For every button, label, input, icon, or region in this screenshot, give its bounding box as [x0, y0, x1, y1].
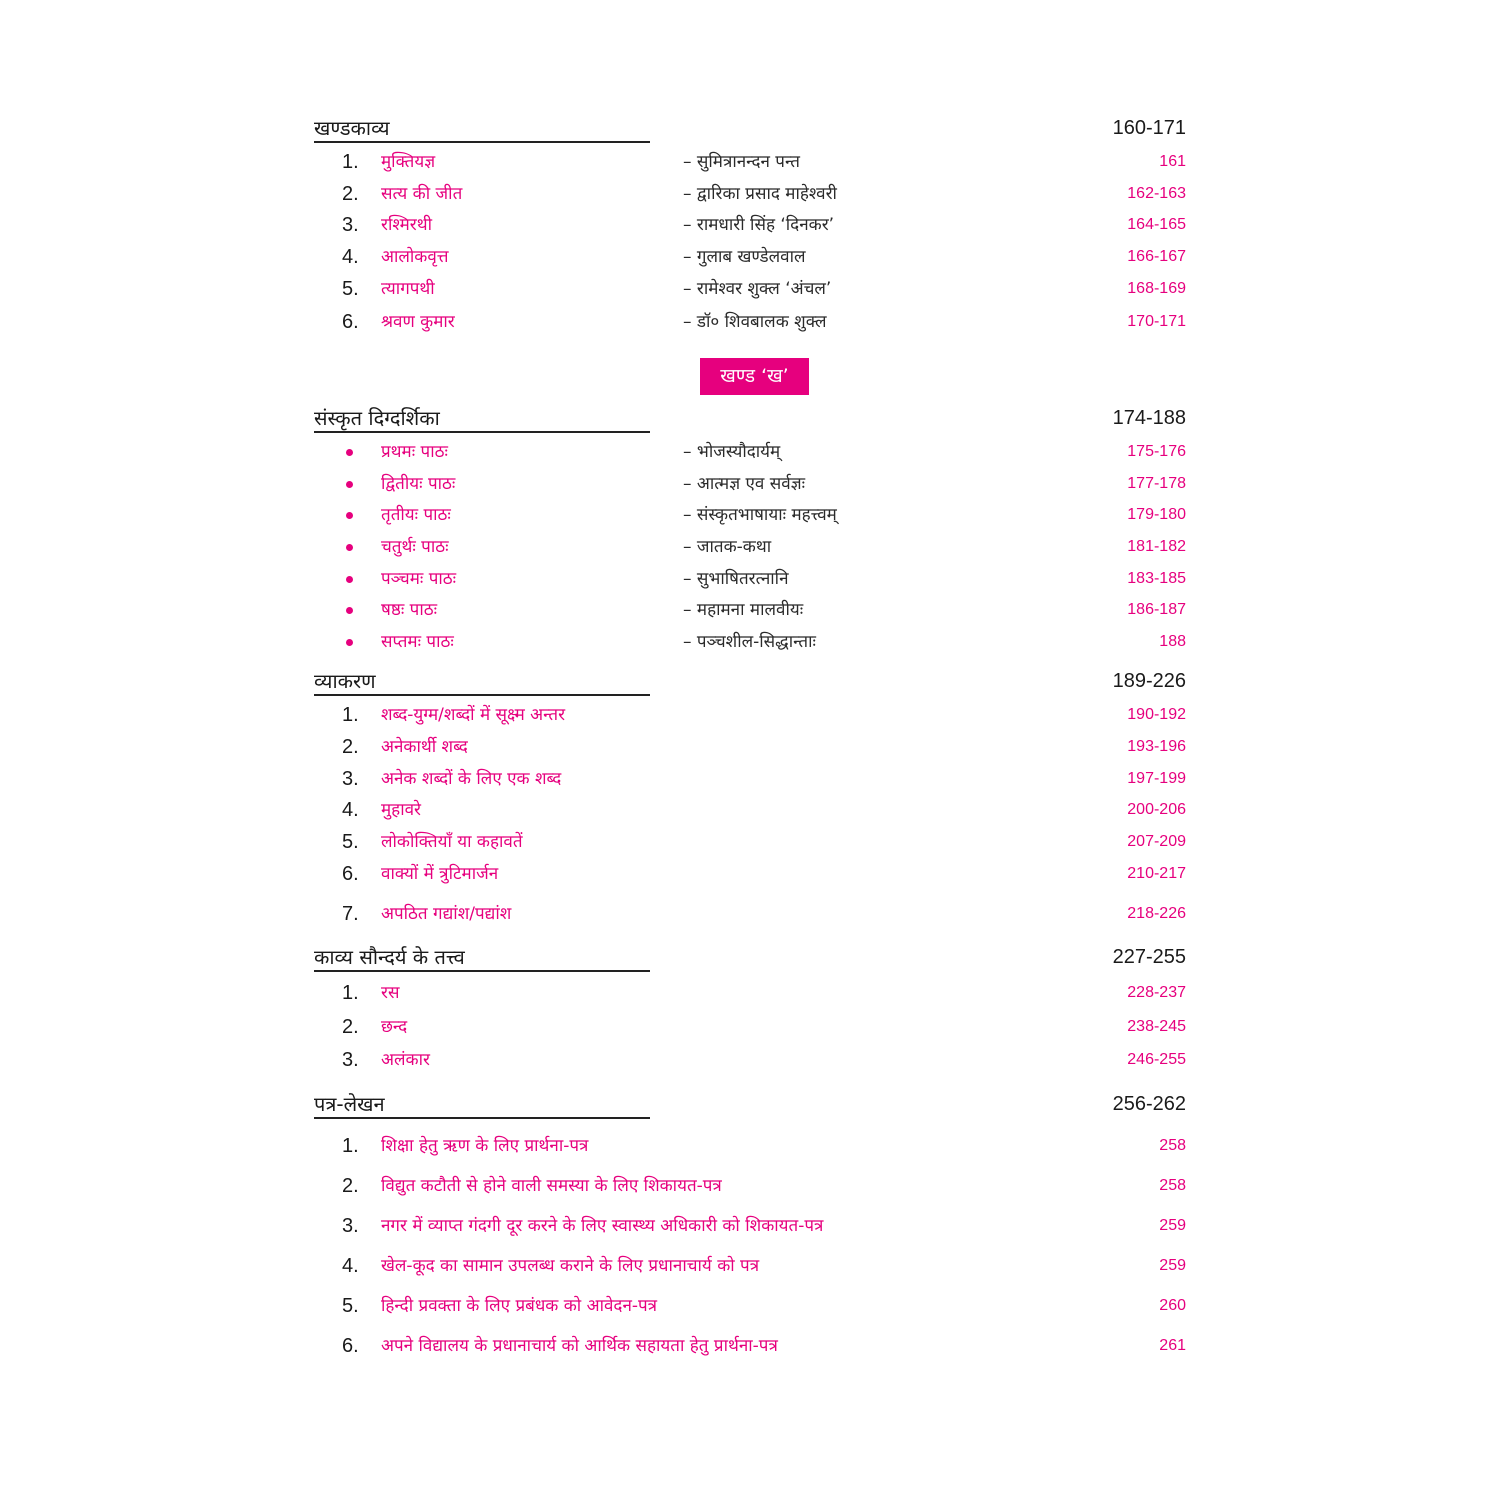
entry-pages: 260 — [1159, 1297, 1186, 1314]
entry-title: अलंकार — [381, 1050, 430, 1070]
entry-title: अपने विद्यालय के प्रधानाचार्य को आर्थिक सहायता हेतु प्रार्थना-पत्र — [381, 1336, 778, 1356]
entry-number: 2. — [342, 1016, 359, 1038]
entry-author: – संस्कृतभाषायाः महत्त्वम् — [683, 505, 837, 525]
entry-title: विद्युत कटौती से होने वाली समस्या के लिए शिकायत-पत्र — [381, 1176, 722, 1196]
entry-number: 5. — [342, 831, 359, 853]
entry-title: तृतीयः पाठः — [381, 505, 451, 525]
entry-number: 5. — [342, 278, 359, 300]
entry-pages: 259 — [1159, 1217, 1186, 1234]
toc-entry[interactable] — [342, 565, 1186, 593]
entry-title: प्रथमः पाठः — [381, 442, 448, 462]
entry-author: – महामना मालवीयः — [683, 600, 804, 620]
section-underline — [314, 970, 650, 972]
section-title: व्याकरण — [314, 669, 376, 693]
toc-entry[interactable] — [342, 1013, 1186, 1041]
entry-number: 4. — [342, 1255, 359, 1277]
entry-title: मुक्तियज्ञ — [381, 152, 436, 172]
entry-pages: 162-163 — [1127, 185, 1186, 202]
entry-title: अपठित गद्यांश/पद्यांश — [381, 904, 512, 924]
entry-title: खेल-कूद का सामान उपलब्ध कराने के लिए प्रधानाचार्य को पत्र — [381, 1256, 760, 1276]
bullet-icon — [346, 449, 353, 456]
entry-author: – भोजस्यौदार्यम् — [683, 442, 781, 462]
toc-entry[interactable] — [342, 1212, 1186, 1240]
entry-pages: 188 — [1159, 633, 1186, 650]
entry-title: हिन्दी प्रवक्ता के लिए प्रबंधक को आवेदन-पत्र — [381, 1296, 658, 1316]
entry-author: – आत्मज्ञ एव सर्वज्ञः — [683, 474, 806, 494]
entry-pages: 238-245 — [1127, 1018, 1186, 1035]
entry-title: मुहावरे — [381, 800, 422, 820]
entry-pages: 261 — [1159, 1337, 1186, 1354]
toc-entry[interactable] — [342, 628, 1186, 656]
entry-number: 3. — [342, 768, 359, 790]
entry-title: आलोकवृत्त — [381, 247, 449, 267]
toc-entry[interactable] — [342, 765, 1186, 793]
section-page-range: 227-255 — [1112, 946, 1186, 968]
entry-title: सप्तमः पाठः — [381, 632, 454, 652]
entry-pages: 164-165 — [1127, 216, 1186, 233]
toc-entry[interactable] — [342, 275, 1186, 303]
toc-entry[interactable] — [342, 796, 1186, 824]
entry-pages: 246-255 — [1127, 1051, 1186, 1068]
entry-pages: 228-237 — [1127, 984, 1186, 1001]
toc-entry[interactable] — [342, 1292, 1186, 1320]
entry-title: पञ्चमः पाठः — [381, 569, 457, 589]
section-underline — [314, 141, 650, 143]
entry-pages: 258 — [1159, 1137, 1186, 1154]
entry-number: 1. — [342, 982, 359, 1004]
section-title: संस्कृत दिग्दर्शिका — [314, 406, 440, 430]
entry-title: लोकोक्तियाँ या कहावतें — [381, 832, 523, 852]
entry-author: – सुमित्रानन्दन पन्त — [683, 152, 800, 172]
entry-pages: 168-169 — [1127, 280, 1186, 297]
entry-pages: 183-185 — [1127, 570, 1186, 587]
entry-number: 3. — [342, 214, 359, 236]
entry-number: 2. — [342, 183, 359, 205]
bullet-icon — [346, 607, 353, 614]
bullet-icon — [346, 544, 353, 551]
entry-pages: 170-171 — [1127, 313, 1186, 330]
entry-pages: 179-180 — [1127, 506, 1186, 523]
entry-pages: 200-206 — [1127, 801, 1186, 818]
toc-entry[interactable] — [342, 1046, 1186, 1074]
entry-pages: 190-192 — [1127, 706, 1186, 723]
entry-pages: 207-209 — [1127, 833, 1186, 850]
entry-title: द्वितीयः पाठः — [381, 474, 456, 494]
section-heading — [314, 1090, 1186, 1120]
entry-title: षष्ठः पाठः — [381, 600, 438, 620]
toc-entry[interactable] — [342, 828, 1186, 856]
entry-number: 6. — [342, 1335, 359, 1357]
entry-number: 3. — [342, 1215, 359, 1237]
entry-number: 4. — [342, 246, 359, 268]
section-page-range: 160-171 — [1112, 117, 1186, 139]
entry-pages: 166-167 — [1127, 248, 1186, 265]
entry-pages: 259 — [1159, 1257, 1186, 1274]
entry-number: 5. — [342, 1295, 359, 1317]
toc-entry[interactable] — [342, 1252, 1186, 1280]
toc-entry[interactable] — [342, 979, 1186, 1007]
entry-pages: 197-199 — [1127, 770, 1186, 787]
toc-entry[interactable] — [342, 470, 1186, 498]
section-title: काव्य सौन्दर्य के तत्त्व — [314, 945, 465, 969]
entry-title: नगर में व्याप्त गंदगी दूर करने के लिए स्वास्थ्य अधिकारी को शिकायत-पत्र — [381, 1216, 824, 1236]
toc-entry[interactable] — [342, 308, 1186, 336]
entry-title: वाक्यों में त्रुटिमार्जन — [381, 864, 499, 884]
section-underline — [314, 1117, 650, 1119]
entry-pages: 218-226 — [1127, 905, 1186, 922]
toc-entry[interactable] — [342, 180, 1186, 208]
entry-number: 7. — [342, 903, 359, 925]
toc-entry[interactable] — [342, 148, 1186, 176]
bullet-icon — [346, 512, 353, 519]
entry-title: शिक्षा हेतु ऋण के लिए प्रार्थना-पत्र — [381, 1136, 589, 1156]
entry-pages: 181-182 — [1127, 538, 1186, 555]
section-title: खण्डकाव्य — [314, 116, 390, 140]
entry-number: 4. — [342, 799, 359, 821]
entry-title: छन्द — [381, 1017, 408, 1037]
toc-entry[interactable] — [342, 733, 1186, 761]
toc-entry[interactable] — [342, 438, 1186, 466]
entry-pages: 175-176 — [1127, 443, 1186, 460]
entry-title: चतुर्थः पाठः — [381, 537, 449, 557]
part-badge: खण्ड ‘ख’ — [700, 358, 809, 395]
entry-pages: 161 — [1159, 153, 1186, 170]
entry-author: – जातक-कथा — [683, 537, 772, 557]
entry-author: – रामेश्वर शुक्ल ‘अंचल’ — [683, 279, 832, 299]
toc-entry[interactable] — [342, 1332, 1186, 1360]
entry-number: 1. — [342, 1135, 359, 1157]
section-underline — [314, 694, 650, 696]
toc-entry[interactable] — [342, 501, 1186, 529]
entry-number: 2. — [342, 1175, 359, 1197]
entry-author: – पञ्चशील-सिद्धान्ताः — [683, 632, 816, 652]
entry-number: 2. — [342, 736, 359, 758]
entry-pages: 177-178 — [1127, 475, 1186, 492]
entry-author: – सुभाषितरत्नानि — [683, 569, 789, 589]
entry-title: अनेक शब्दों के लिए एक शब्द — [381, 769, 562, 789]
entry-title: रश्मिरथी — [381, 215, 432, 235]
entry-author: – रामधारी सिंह ‘दिनकर’ — [683, 215, 835, 235]
toc-entry[interactable] — [342, 1172, 1186, 1200]
section-title: पत्र-लेखन — [314, 1092, 385, 1116]
section-underline — [314, 431, 650, 433]
toc-entry[interactable] — [342, 211, 1186, 239]
entry-number: 1. — [342, 151, 359, 173]
section-heading — [314, 943, 1186, 973]
toc-entry[interactable] — [342, 860, 1186, 888]
entry-pages: 210-217 — [1127, 865, 1186, 882]
section-heading — [314, 404, 1186, 434]
entry-number: 6. — [342, 311, 359, 333]
entry-title: सत्य की जीत — [381, 184, 463, 204]
toc-entry[interactable] — [342, 533, 1186, 561]
entry-title: अनेकार्थी शब्द — [381, 737, 468, 757]
section-heading — [314, 114, 1186, 144]
toc-entry[interactable] — [342, 1132, 1186, 1160]
section-page-range: 256-262 — [1112, 1093, 1186, 1115]
entry-title: त्यागपथी — [381, 279, 435, 299]
section-heading — [314, 667, 1186, 697]
toc-entry[interactable] — [342, 900, 1186, 928]
entry-pages: 258 — [1159, 1177, 1186, 1194]
entry-author: – डॉ० शिवबालक शुक्ल — [683, 312, 827, 332]
entry-pages: 193-196 — [1127, 738, 1186, 755]
entry-number: 1. — [342, 704, 359, 726]
entry-title: रस — [381, 983, 400, 1003]
entry-author: – द्वारिका प्रसाद माहेश्वरी — [683, 184, 837, 204]
toc-entry[interactable] — [342, 596, 1186, 624]
entry-pages: 186-187 — [1127, 601, 1186, 618]
bullet-icon — [346, 639, 353, 646]
toc-entry[interactable] — [342, 243, 1186, 271]
toc-entry[interactable] — [342, 701, 1186, 729]
entry-number: 3. — [342, 1049, 359, 1071]
section-page-range: 189-226 — [1112, 670, 1186, 692]
entry-author: – गुलाब खण्डेलवाल — [683, 247, 806, 267]
entry-title: श्रवण कुमार — [381, 312, 455, 332]
entry-title: शब्द-युग्म/शब्दों में सूक्ष्म अन्तर — [381, 705, 566, 725]
entry-number: 6. — [342, 863, 359, 885]
bullet-icon — [346, 576, 353, 583]
bullet-icon — [346, 481, 353, 488]
section-page-range: 174-188 — [1112, 407, 1186, 429]
